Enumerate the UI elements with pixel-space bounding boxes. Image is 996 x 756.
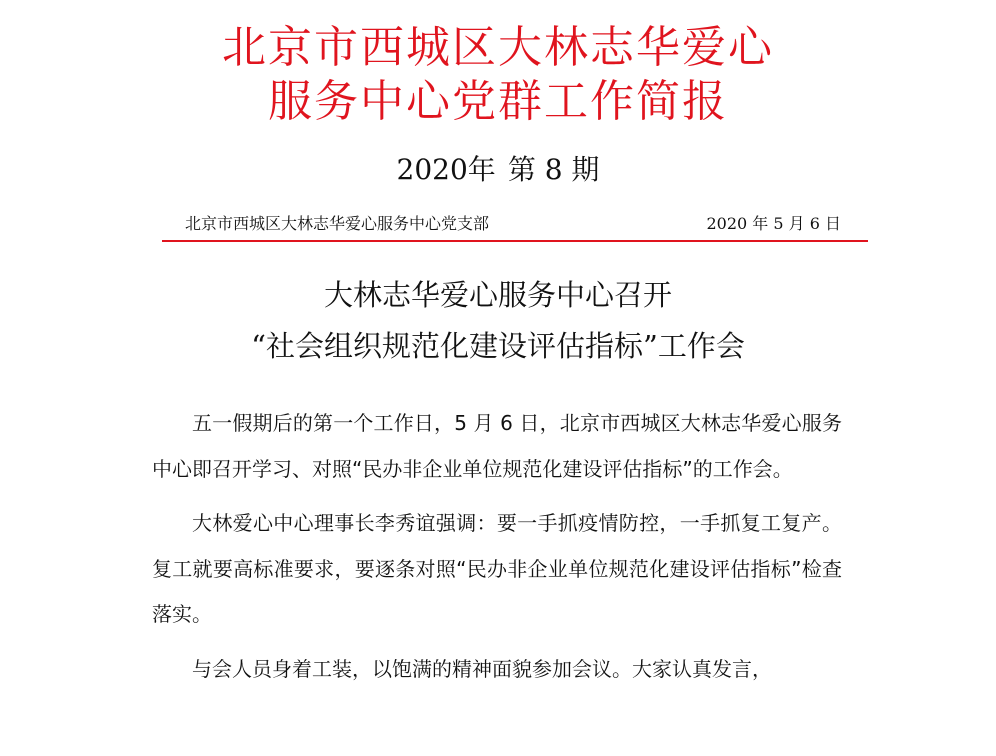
body-paragraph-3: 与会人员身着工装，以饱满的精神面貌参加会议。大家认真发言， — [192, 656, 772, 681]
body-paragraph-2: 大林爱心中心理事长李秀谊强调：要一手抓疫情防控，一手抓复工复产。复工就要高标准要求，要逐条对照“民办非企业单位规范化建设评估指标”检查落实。 — [152, 511, 842, 626]
issue-number — [0, 150, 996, 190]
article-headline-line-1: 大林志华爱心服务中心召开 — [323, 278, 672, 312]
issue-year: 2020年 — [396, 153, 496, 186]
issue-no: 第 8 期 — [507, 153, 600, 186]
article-headline-line-2: “社会组织规范化建设评估指标”工作会 — [251, 329, 745, 363]
article-body — [152, 401, 842, 701]
issuing-organization: 北京市西城区大林志华爱心服务中心党支部 — [185, 214, 490, 233]
masthead-title-line-1: 北京市西城区大林志华爱心 — [222, 22, 774, 73]
red-divider-rule — [162, 240, 868, 242]
masthead-title-line-2: 服务中心党群工作简报 — [268, 76, 728, 127]
body-paragraph-1: 五一假期后的第一个工作日，5 月 6 日，北京市西城区大林志华爱心服务中心即召开学习、对照“民办非企业单位规范化建设评估指标”的工作会。 — [152, 411, 842, 481]
issue-date: 2020 年 5 月 6 日 — [706, 214, 841, 233]
